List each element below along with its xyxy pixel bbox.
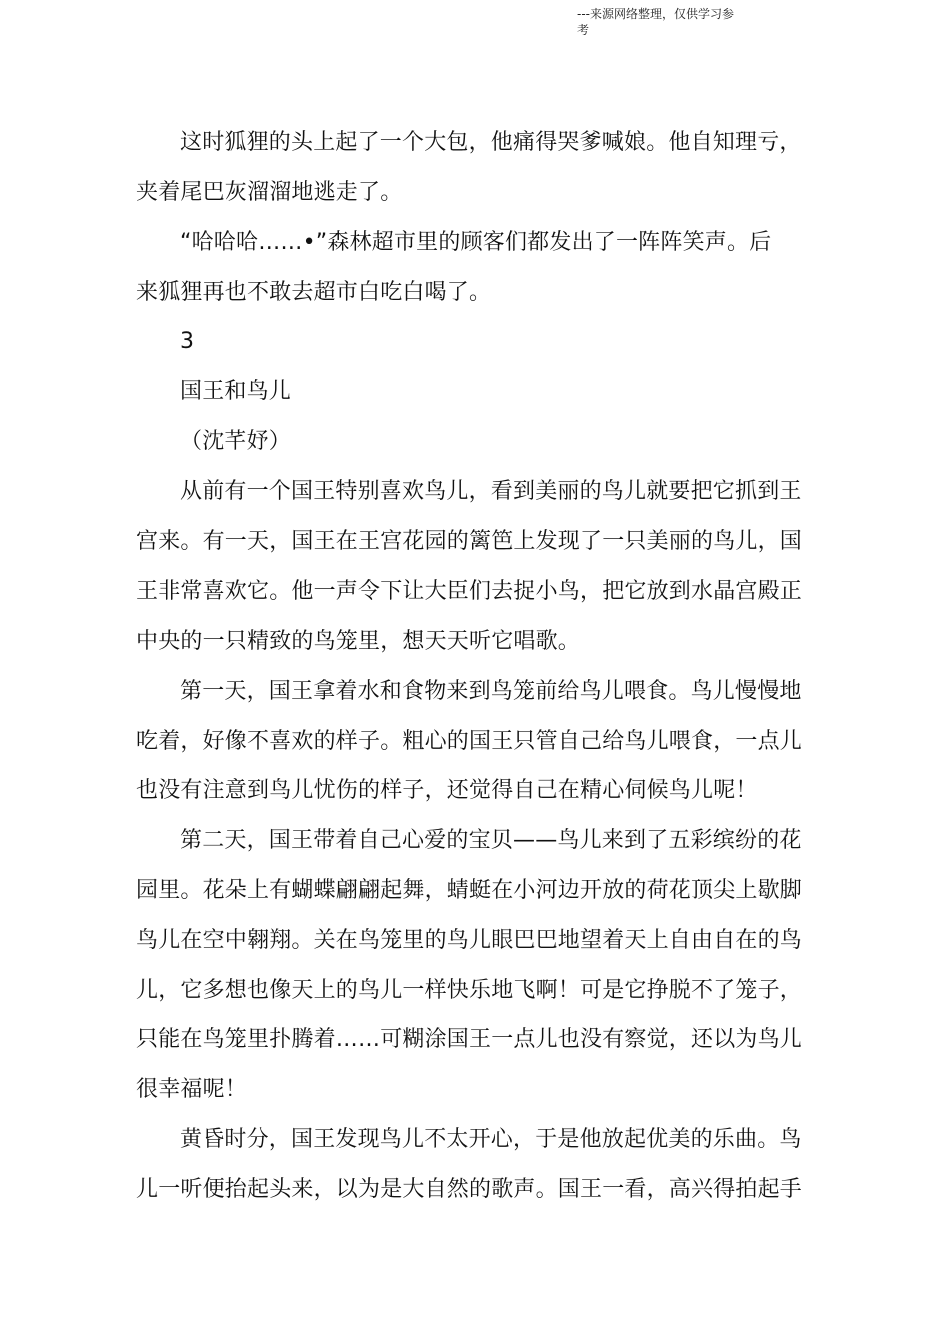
source-note-line-1: ---来源网络整理，仅供学习参 [577,7,734,21]
text-line: 黄昏时分，国王发现鸟儿不太开心，于是他放起优美的乐曲。鸟 [180,1127,802,1152]
text-line: 来狐狸再也不敢去超市白吃白喝了。 [136,280,492,305]
text-line: 很幸福呢！ [136,1077,248,1102]
text-line: 第一天，国王拿着水和食物来到鸟笼前给鸟儿喂食。鸟儿慢慢地 [180,679,802,704]
text-line: 鸟儿在空中翱翔。关在鸟笼里的鸟儿眼巴巴地望着天上自由自在的鸟 [136,928,803,953]
text-line: 儿，它多想也像天上的鸟儿一样快乐地飞啊！可是它挣脱不了笼子， [136,978,803,1003]
text-line: 吃着，好像不喜欢的样子。粗心的国王只管自己给鸟儿喂食，一点儿 [136,729,803,754]
text-line: 夹着尾巴灰溜溜地逃走了。 [136,180,403,205]
text-line: 园里。花朵上有蝴蝶翩翩起舞，蜻蜓在小河边开放的荷花顶尖上歇脚 [136,878,803,903]
story-author: （沈芊妤） [180,429,292,454]
text-line: 王非常喜欢它。他一声令下让大臣们去捉小鸟，把它放到水晶宫殿正 [136,579,803,604]
text-line: 也没有注意到鸟儿忧伤的样子，还觉得自己在精心伺候鸟儿呢！ [136,778,758,803]
text-line: 只能在鸟笼里扑腾着……可糊涂国王一点儿也没有察觉，还以为鸟儿 [136,1027,803,1052]
text-line: 第二天，国王带着自己心爱的宝贝——鸟儿来到了五彩缤纷的花 [180,828,802,853]
source-note [577,6,777,38]
text-line: “哈哈哈……•”森林超市里的顾客们都发出了一阵阵笑声。后 [180,230,772,255]
text-line: 这时狐狸的头上起了一个大包，他痛得哭爹喊娘。他自知理亏， [180,130,802,155]
story-title: 国王和鸟儿 [180,379,292,404]
section-number: 3 [180,329,195,354]
text-line: 从前有一个国王特别喜欢鸟儿，看到美丽的鸟儿就要把它抓到王 [180,479,802,504]
text-line: 宫来。有一天，国王在王宫花园的篱笆上发现了一只美丽的鸟儿，国 [136,529,803,554]
text-line: 儿一听便抬起头来，以为是大自然的歌声。国王一看，高兴得拍起手 [136,1177,803,1202]
text-line: 中央的一只精致的鸟笼里，想天天听它唱歌。 [136,629,581,654]
source-note-line-2: 考 [577,23,590,37]
